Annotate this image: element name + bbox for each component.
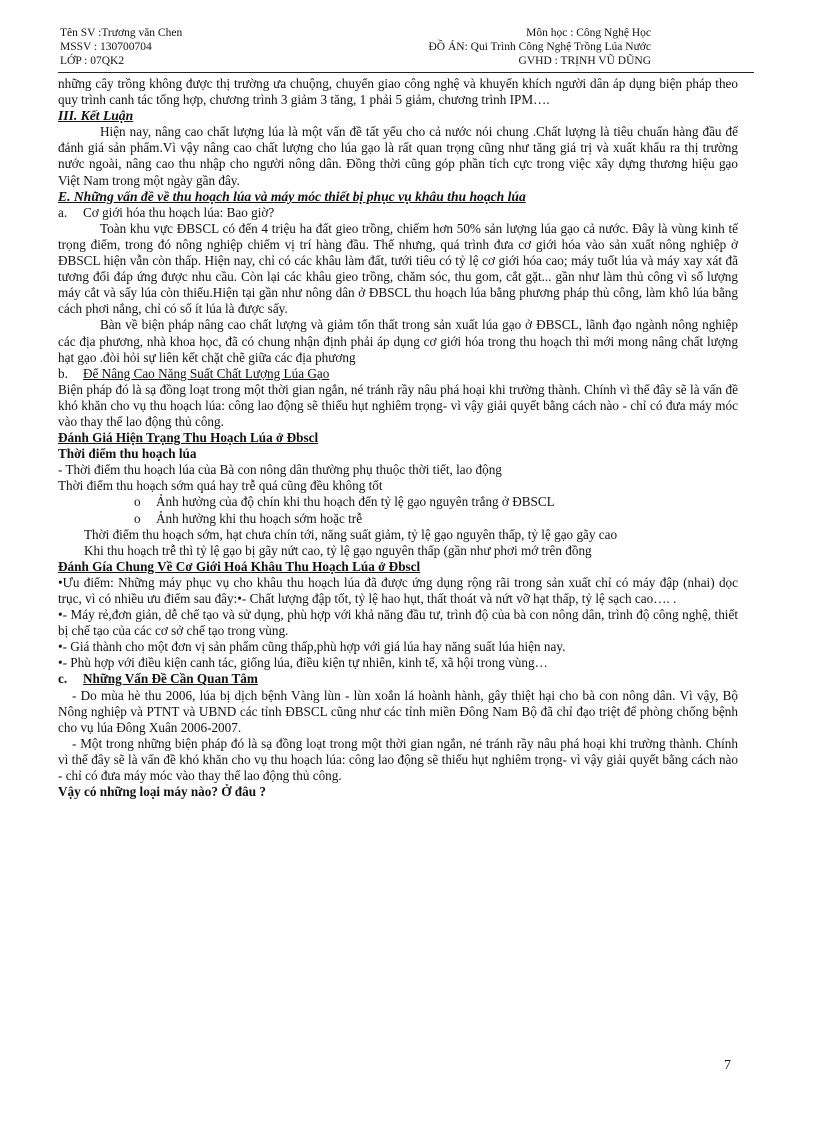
late-harvest-line: Khi thu hoạch trễ thì tỷ lệ gạo bị gãy nứt cao, tỷ lệ gạo nguyên thấp (gần như phơi mớ trên đồng	[84, 542, 592, 558]
page-number: 7	[724, 1058, 731, 1073]
measures-paragraph: Biện pháp đó là sạ đồng loạt trong một thời gian ngắn, né tránh rầy nâu phá hoại khi trường thành. Chính vì thế đây sẽ là vấn đề khó khăn cho vụ thu hoạch lúa: công lao động sẽ thiếu hụt nghiêm trọng- vì vậy giải quyết bằng cách nào - chỉ có đưa máy móc vào thay thế lao động thủ công.	[58, 381, 738, 429]
impact-list	[58, 494, 738, 526]
harvest-timing-line-2: Thời điểm thu hoạch sớm quá hay trễ quá cũng đều không tốt	[58, 478, 383, 494]
harvest-timing-heading: Thời điểm thu hoạch lúa	[58, 446, 197, 462]
project-title: ĐỒ ÁN: Qui Trình Công Nghệ Trồng Lúa Nước	[428, 41, 651, 53]
mechanization-paragraph-2: Bàn về biện pháp nâng cao chất lượng và giảm tổn thất trong sản xuất lúa gạo ở ĐBSCL, lãnh đạo ngành nông nghiệp các địa phương, nhà khoa học, đã có chung nhận định phải áp dụng cơ giới hóa trong thu hoạch thì mới mong nâng chất lượng hạt gạo .đòi hỏi sự liên kết chặt chẽ giữa các địa phương	[58, 317, 738, 365]
document-body	[58, 76, 738, 800]
advantages-paragraph: •Ưu điểm: Những máy phục vụ cho khâu thu hoạch lúa đã được ứng dụng rộng rãi trong sản xuất chỉ có máy đập (nhai) dọc trục, vì có nhiều ưu điểm sau đây:•- Chất lượng đập tốt, tỷ lệ hao hụt, thất thoát và nứt vỡ hạt thấp, tỷ lệ sạch cao…. .	[58, 574, 738, 606]
advantage-item: •- Giá thành cho một đơn vị sản phẩm cũng thấp,phù hợp với giá lúa hay năng suất lúa hiện nay.	[58, 639, 566, 655]
list-item: o Ảnh hưởng khi thu hoạch sớm hoặc trễ	[134, 510, 363, 526]
student-name: Tên SV :Trương văn Chen	[60, 27, 183, 39]
advisor: GVHD : TRỊNH VŨ DŨNG	[518, 55, 651, 67]
conclusion-paragraph: Hiện nay, nâng cao chất lượng lúa là một vấn đề tất yếu cho cả nước nói chung .Chất lượng là tiêu chuẩn hàng đầu để đánh giá sản phẩm.Vì vậy nâng cao chất lượng cho lúa gạo là rất quan trọng cũng như tăng giá trị và xuất khẩu ra thị trường nước ngoài, nâng cao thu nhập cho người nông dân. Đồng thời cũng góp phần tích cực trong việc xây dựng thương hiệu gạo Việt Nam trong một ngày gần đây.	[58, 124, 738, 188]
subsection-b-heading	[58, 366, 738, 382]
subsection-a-heading	[58, 205, 738, 221]
closing-question: Vậy có những loại máy nào? Ở đâu ?	[58, 784, 266, 800]
class-code: LỚP : 07QK2	[60, 55, 125, 67]
subsection-a-letter: a.	[58, 204, 68, 220]
subsection-a-title: Cơ giới hóa thu hoạch lúa: Bao giờ?	[83, 204, 275, 220]
section-e-heading: E. Những vấn đề về thu hoạch lúa và máy móc thiết bị phục vụ khâu thu hoạch lúa	[58, 188, 526, 204]
section-3-heading: III. Kết Luận	[58, 108, 134, 124]
harvest-timing-line-1: - Thời điểm thu hoạch lúa của Bà con nông dân thường phụ thuộc thời tiết, lao động	[58, 462, 502, 478]
concerns-paragraph-1: - Do mùa hè thu 2006, lúa bị dịch bệnh Vàng lùn - lùn xoắn lá hoành hành, gây thiệt hại cho bà con nông dân. Vì vậy, Bộ Nông nghiệp và PTNT và UBND các tỉnh ĐBSCL cũng như các tỉnh miền Đông Nam Bộ đã chỉ đạo triệt để phòng chống bệnh cho vụ lúa Đông Xuân 2006-2007.	[58, 687, 738, 735]
general-evaluation-heading: Đánh Gía Chung Về Cơ Giới Hoá Khâu Thu Hoạch Lúa ở Đbscl	[58, 558, 421, 574]
header-right	[428, 26, 651, 68]
advantage-item: •- Máy rẻ,đơn giản, dễ chế tạo và sử dụng, phù hợp với khả năng đầu tư, trình độ của bà con nông dân, trình độ công nghệ, thiết bị chế tạo của các cơ sở chế tạo trong vùng.	[58, 607, 738, 639]
subsection-b-title: Để Nâng Cao Năng Suất Chất Lượng Lúa Gạo	[83, 365, 330, 381]
intro-paragraph: những cây trồng không được thị trường ưa chuộng, chuyển giao công nghệ và khuyến khích người dân áp dụng biện pháp theo quy trình canh tác tổng hợp, chương trình 3 giảm 3 tăng, 1 phải 5 giảm, chương trình IPM….	[58, 76, 738, 108]
evaluation-heading: Đánh Giá Hiện Trạng Thu Hoạch Lúa ở Đbscl	[58, 430, 319, 446]
subsection-c-letter: c.	[58, 671, 68, 687]
bullet-circle-icon: o	[134, 510, 141, 526]
student-id: MSSV : 130700704	[60, 41, 152, 53]
subsection-b-letter: b.	[58, 365, 68, 381]
advantage-item: •- Phù hợp với điều kiện canh tác, giống lúa, điều kiện tự nhiên, kinh tế, xã hội trong vùng…	[58, 655, 548, 671]
bullet-circle-icon: o	[134, 494, 141, 510]
list-item: o Ảnh hưởng của độ chín khi thu hoạch đến tỷ lệ gạo nguyên trắng ở ĐBSCL	[134, 494, 555, 510]
mechanization-paragraph-1: Toàn khu vực ĐBSCL có đến 4 triệu ha đất gieo trồng, chiếm hơn 50% sản lượng lúa gạo cả nước. Đây là vùng kinh tế trọng điểm, trong đó nông nghiệp chiếm vị trí hàng đầu. Thế nhưng, quá trình đưa cơ giới hóa vào sản xuất nông nghiệp ở ĐBSCL hiện vẫn còn thấp. Hiện nay, chỉ có các khâu làm đất, tưới tiêu có tỷ lệ cơ giới hóa cao; máy tuốt lúa và máy xay xát đã tương đối đáp ứng được nhu cầu. Còn lại các khâu gieo trồng, chăm sóc, thu gom, cắt gặt... gần như làm thủ công vì số lượng máy cắt và sấy lúa còn thiếu.Hiện tại gần như nông dân ở ĐBSCL thu hoạch lúa bằng phương pháp thủ công, làm khô lúa bằng cách phơi nắng, chỉ có số ít lúa là được sấy.	[58, 220, 738, 317]
concerns-paragraph-2: - Một trong những biện pháp đó là sạ đồng loạt trong một thời gian ngắn, né tránh rầy nâu phá hoại khi trường thành. Chính vì thế đây sẽ là vấn đề khó khăn cho vụ thu hoạch lúa: công lao động sẽ thiếu hụt nghiêm trọng- vì vậy giải quyết bằng cách nào - chỉ có đưa máy móc vào thay thế lao động thủ công.	[58, 735, 738, 784]
subsection-c-heading	[58, 671, 738, 687]
subsection-c-title: Những Vấn Đề Cần Quan Tâm	[83, 671, 258, 687]
early-harvest-line: Thời điểm thu hoạch sớm, hạt chưa chín tới, năng suất giảm, tỷ lệ gạo nguyên thấp, tỷ lệ gạo gãy cao	[84, 526, 618, 542]
header-left	[60, 26, 182, 68]
header-divider	[58, 72, 754, 73]
subject: Môn học : Công Nghệ Học	[526, 27, 651, 39]
